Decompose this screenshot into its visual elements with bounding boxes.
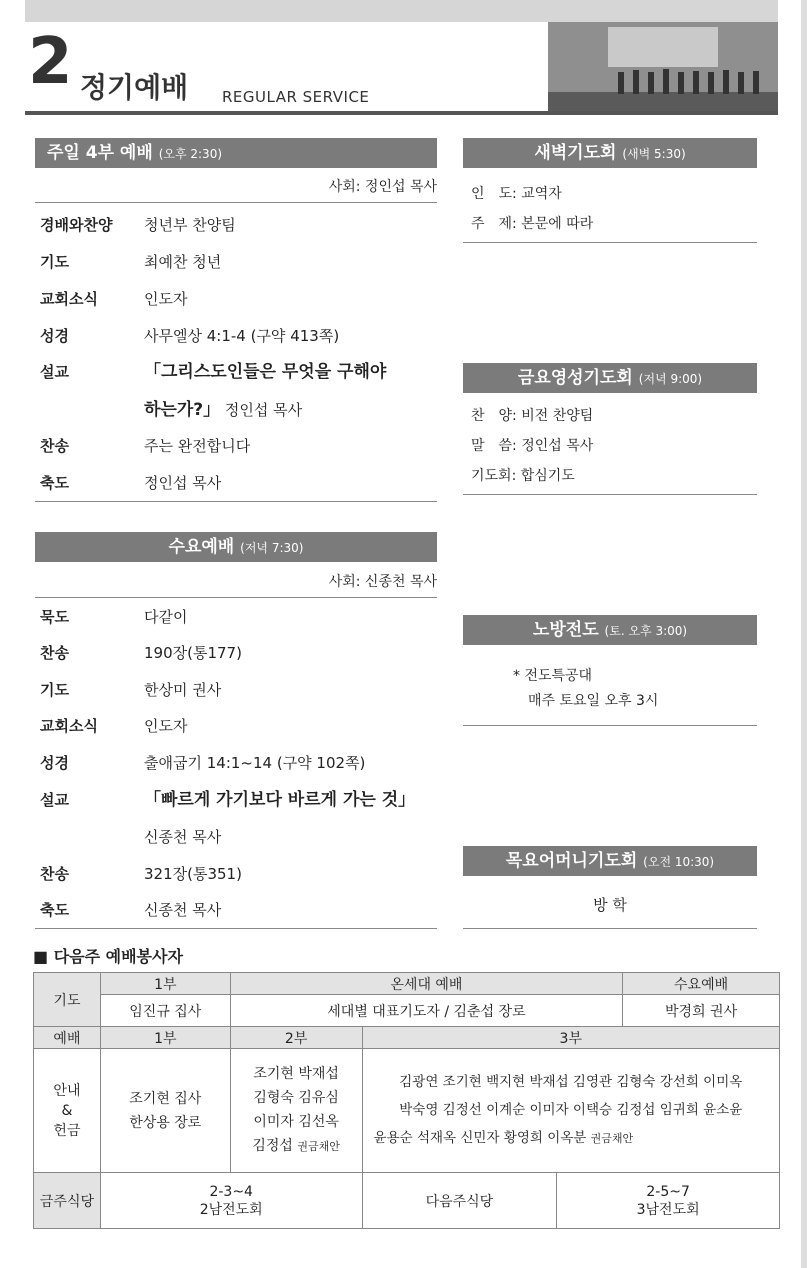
divider — [463, 494, 757, 495]
friday-prayer-header — [463, 363, 757, 393]
volunteer-table — [33, 972, 780, 1229]
row-label: 성경 — [40, 754, 69, 772]
usher-names: 이미자 김선옥 — [253, 1114, 339, 1130]
row-label: 찬송 — [40, 437, 69, 455]
usher-name: 한상용 장로 — [129, 1114, 202, 1131]
friday-praise: 찬 양: 비전 찬양팀 — [471, 408, 594, 424]
friday-prayer: 기도회: 합심기도 — [471, 468, 575, 484]
sunday-service-title: 주일 4부 예배 — [47, 143, 153, 163]
evangelism-schedule: 매주 토요일 오후 3시 — [528, 693, 659, 709]
dawn-prayer-title: 새벽기도회 — [534, 143, 617, 163]
kitchen-next-week — [557, 1173, 780, 1229]
row-label: 찬송 — [40, 865, 69, 883]
divider — [35, 928, 437, 929]
row-label: 묵도 — [40, 608, 69, 626]
sermon-preacher: 정인섭 목사 — [220, 401, 303, 419]
row-label: 설교 — [40, 791, 69, 809]
worship-photo — [548, 22, 778, 112]
row-label: 기도 — [40, 681, 69, 699]
col-all-generations: 온세대 예배 — [230, 973, 622, 995]
friday-word: 말 씀: 정인섭 목사 — [471, 438, 594, 454]
street-evangelism-time: (토. 오후 3:00) — [604, 624, 688, 638]
row-label: 성경 — [40, 327, 69, 345]
row-value: 출애굽기 14:1~14 (구약 102쪽) — [144, 754, 366, 772]
usher-names: 조기현 박재섭 — [253, 1066, 339, 1082]
mothers-prayer-title: 목요어머니기도회 — [505, 851, 638, 871]
row-value: 청년부 찬양팀 — [144, 216, 236, 234]
wednesday-service-header — [35, 532, 437, 562]
row-label: 기도 — [40, 253, 69, 271]
prayer-first-service: 임진규 집사 — [100, 995, 230, 1027]
row-label: 교회소식 — [40, 717, 98, 735]
friday-prayer-title: 금요영성기도회 — [517, 368, 633, 388]
sermon-preacher: 신종천 목사 — [144, 828, 222, 846]
wednesday-service-title: 수요예배 — [168, 537, 235, 557]
worship-label: 예배 — [34, 1027, 101, 1049]
row-value: 최예찬 청년 — [144, 253, 222, 271]
row-value: 정인섭 목사 — [144, 474, 222, 492]
row-label: 경배와찬양 — [40, 216, 113, 234]
row-value: 신종천 목사 — [144, 901, 222, 919]
street-evangelism-title: 노방전도 — [532, 620, 599, 640]
prayer-wednesday: 박경희 권사 — [623, 995, 780, 1027]
header-rule — [25, 111, 778, 115]
divider — [463, 242, 757, 243]
usher-names: 윤용순 석재옥 신민자 황영희 이옥분 — [373, 1130, 587, 1146]
kitchen-date: 2-5~7 — [646, 1183, 690, 1200]
page-number: 2 — [28, 25, 73, 99]
sermon-title: 「빠르게 가기보다 바르게 가는 것」 — [144, 790, 416, 810]
worship-first: 1부 — [100, 1027, 230, 1049]
row-value: 다같이 — [144, 608, 188, 626]
divider — [35, 202, 437, 203]
next-week-title: ■ 다음주 예배봉사자 — [33, 947, 183, 966]
divider — [35, 597, 437, 598]
row-value: 한상미 권사 — [144, 681, 222, 699]
usher-note: 권금채안 — [590, 1132, 634, 1145]
sermon-title: 「그리스도인들은 무엇을 구해야 — [144, 362, 387, 382]
usher-names: 김정섭 — [252, 1138, 293, 1154]
row-label: 축도 — [40, 474, 69, 492]
dawn-prayer-header — [463, 138, 757, 168]
usher-names: 김형숙 김유심 — [253, 1090, 339, 1106]
row-value: 주는 완전합니다 — [144, 437, 251, 455]
col-first-service: 1부 — [100, 973, 230, 995]
prayer-label: 기도 — [34, 973, 101, 1027]
usher-names: 박숙영 김정선 이계순 이미자 이택승 김정섭 임귀희 윤소윤 — [399, 1102, 743, 1118]
usher-names: 김광연 조기현 백지현 박재섭 김영관 김형숙 강선희 이미옥 — [399, 1074, 743, 1090]
street-evangelism-header — [463, 615, 757, 645]
evangelism-team: * 전도특공대 — [513, 668, 593, 684]
kitchen-label: 금주식당 — [34, 1173, 101, 1229]
kitchen-group: 3남전도회 — [636, 1201, 700, 1218]
dawn-prayer-time: (새벽 5:30) — [622, 147, 686, 161]
top-bar — [25, 0, 778, 22]
row-value: 321장(통351) — [144, 865, 242, 883]
sunday-host: 사회: 정인섭 목사 — [328, 179, 437, 195]
wednesday-host: 사회: 신종천 목사 — [328, 574, 437, 590]
row-label: 교회소식 — [40, 290, 98, 308]
row-value: 인도자 — [144, 717, 188, 735]
row-label: 찬송 — [40, 644, 69, 662]
kitchen-group: 2남전도회 — [199, 1201, 263, 1218]
col-wednesday: 수요예배 — [623, 973, 780, 995]
row-value: 사무엘상 4:1-4 (구약 413쪽) — [144, 327, 340, 345]
mothers-prayer-time: (오전 10:30) — [643, 855, 715, 869]
kitchen-date: 2-3~4 — [209, 1183, 253, 1200]
kitchen-this-week — [100, 1173, 362, 1229]
mothers-prayer-header — [463, 846, 757, 876]
dawn-topic: 주 제: 본문에 따라 — [471, 216, 594, 232]
mothers-prayer-note: 방 학 — [593, 896, 627, 914]
row-value: 인도자 — [144, 290, 188, 308]
worship-third: 3부 — [362, 1027, 779, 1049]
divider — [463, 725, 757, 726]
sunday-service-header — [35, 138, 437, 168]
usher-first — [100, 1049, 230, 1173]
usher-note: 권금채안 — [297, 1140, 340, 1153]
prayer-all-generations: 세대별 대표기도자 / 김춘섭 장로 — [230, 995, 622, 1027]
worship-second: 2부 — [230, 1027, 362, 1049]
usher-third — [362, 1049, 779, 1173]
row-label: 축도 — [40, 901, 69, 919]
page-edge — [801, 0, 807, 1268]
wednesday-service-time: (저녁 7:30) — [240, 541, 304, 555]
divider — [463, 928, 757, 929]
divider — [35, 501, 437, 502]
row-value: 190장(통177) — [144, 644, 242, 662]
sunday-service-time: (오후 2:30) — [158, 147, 223, 161]
kitchen-next-label: 다음주식당 — [362, 1173, 557, 1229]
usher-label: 안내 & 헌금 — [34, 1049, 101, 1173]
dawn-leader: 인 도: 교역자 — [471, 186, 562, 202]
usher-second — [230, 1049, 362, 1173]
row-label: 설교 — [40, 363, 69, 381]
page-title: 정기예배 — [80, 71, 189, 104]
sermon-title-cont: 하는가?」 — [144, 400, 221, 420]
page-subtitle: REGULAR SERVICE — [222, 88, 370, 106]
friday-prayer-time: (저녁 9:00) — [638, 372, 703, 386]
usher-name: 조기현 집사 — [129, 1090, 202, 1107]
